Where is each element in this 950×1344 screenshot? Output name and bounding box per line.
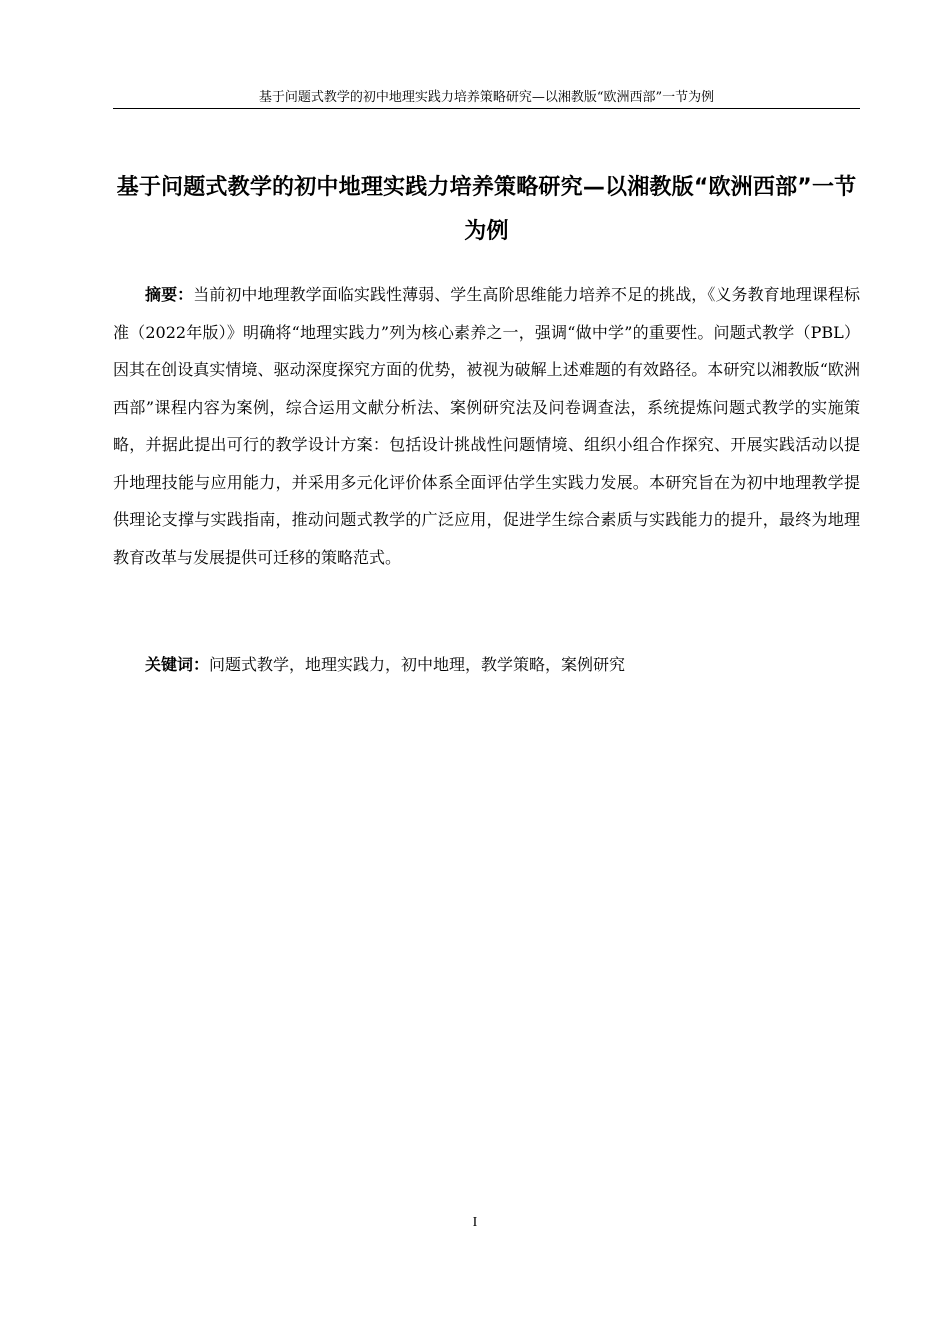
abstract-paragraph [113, 276, 860, 576]
page-title: 基于问题式教学的初中地理实践力培养策略研究—以湘教版“欧洲西部”一节为例 [116, 175, 857, 244]
keywords-paragraph [113, 650, 860, 680]
header-divider [113, 108, 860, 109]
running-header: 基于问题式教学的初中地理实践力培养策略研究—以湘教版“欧洲西部”一节为例 [258, 90, 715, 105]
keywords-text: 问题式教学，地理实践力，初中地理，教学策略，案例研究 [209, 655, 626, 674]
abstract-text: 当前初中地理教学面临实践性薄弱、学生高阶思维能力培养不足的挑战，《义务教育地理课程标准（2022年版）》明确将“地理实践力”列为核心素养之一，强调“做中学”的重要性。问题式教学（PBL）因其在创设真实情境、驱动深度探究方面的优势，被视为破解上述难题的有效路径。本研究以湘教版“欧洲西部”课程内容为案例，综合运用文献分析法、案例研究法及问卷调查法，系统提炼问题式教学的实施策略，并据此提出可行的教学设计方案：包括设计挑战性问题情境、组织小组合作探究、开展实践活动以提升地理技能与应用能力，并采用多元化评价体系全面评估学生实践力发展。本研究旨在为初中地理教学提供理论支撑与实践指南，推动问题式教学的广泛应用，促进学生综合素质与实践能力的提升，最终为地理教育改革与发展提供可迁移的策略范式。 [113, 285, 860, 567]
keywords-label: 关键词： [145, 655, 210, 674]
page-number: I [472, 1215, 478, 1230]
abstract-label: 摘要： [145, 285, 194, 304]
